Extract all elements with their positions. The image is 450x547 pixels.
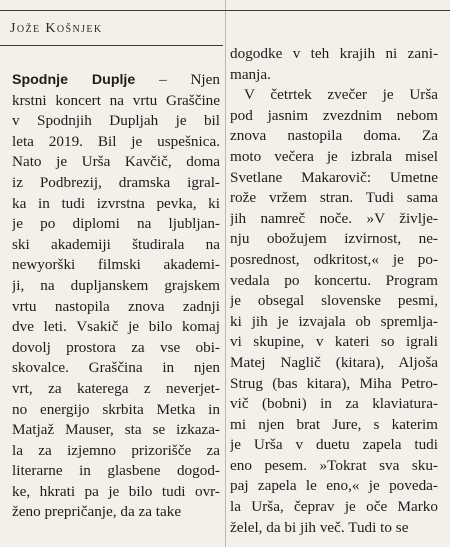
article-line: manja.: [230, 65, 271, 83]
article-line: pod jasnim zvezdnim nebom: [230, 106, 438, 124]
article-line: literarne in glasbene dogod-: [12, 462, 220, 480]
article-line: ji, na dupljanskem grajskem: [12, 276, 220, 294]
article-line: V četrtek zvečer je Urša: [244, 86, 438, 104]
article-line: ski akademiji študirala na: [12, 235, 220, 253]
article-line: newyorški filmski akademi-: [12, 256, 220, 274]
article-line: Spodnje Duplje – Njen: [12, 71, 220, 88]
byline-rule: [0, 45, 223, 46]
article-line: rože vržem stran. Tudi sama: [230, 189, 438, 207]
article-column-right: [230, 44, 438, 538]
article-line: dogodke v teh krajih ni zani-: [230, 45, 438, 62]
article-line: ženo prepričanje, da za take: [12, 503, 182, 521]
article-line: je po diplomi na ljubljan-: [12, 215, 220, 233]
article-line: moto večera je izbrala misel: [230, 147, 438, 165]
article-line: dve leti. Vsakič je bilo komaj: [12, 318, 220, 336]
article-line: posrednost, odkritost,« je po-: [230, 250, 438, 268]
article-column-left: [12, 70, 220, 523]
article-line: je Urša v duetu zapela tudi: [230, 436, 438, 454]
article-line: ke, hkrati pa je bilo tudi ovr-: [12, 482, 220, 500]
article-line: Strug (bas kitara), Miha Petro-: [230, 374, 438, 392]
article-line: vrt, za katerega z neverjet-: [12, 379, 220, 397]
article-line: Matej Naglič (kitara), Aljoša: [230, 353, 438, 371]
article-line: vrtu nastopila znova zadnji: [12, 297, 220, 315]
article-line: Matjaž Mauser, sta se izkaza-: [12, 421, 220, 439]
article-line: leta 2019. Bil je uspešnica.: [12, 132, 220, 150]
article-line: je obsegal slovenske pesmi,: [230, 292, 438, 310]
article-line: v Spodnjih Dupljah je bil: [12, 112, 220, 130]
article-line: mi njen brat Jure, s katerim: [230, 415, 438, 433]
article-line: nju obožujem izvirnost, ne-: [230, 230, 438, 248]
article-line: paj zapela le eno,« je poveda-: [230, 477, 438, 495]
article-line: la za izjemno prizorišče za: [12, 441, 220, 459]
article-line: vi skupine, v kateri so igrali: [230, 333, 438, 351]
article-line: eno pesem. »Tokrat sva sku-: [230, 456, 438, 474]
article-line: krstni koncert na vrtu Graščine: [12, 91, 220, 109]
article-line: znova nastopila doma. Za: [230, 127, 438, 145]
article-line: želel, da bi jih več. Tudi to se: [230, 518, 409, 536]
author-byline: Jože Košnjek: [10, 21, 103, 36]
article-line: no energijo skrbita Metka in: [12, 400, 220, 418]
top-rule: [0, 10, 450, 11]
article-line: iz Podbrezij, dramska igral-: [12, 173, 220, 191]
article-line: vedala po koncertu. Program: [230, 271, 438, 289]
article-line: ki jih je izvajala ob spremlja-: [230, 312, 438, 330]
article-line: Svetlane Makarovič: Umetne: [230, 168, 438, 186]
article-line: la Urša, čeprav je oče Marko: [230, 498, 438, 516]
article-line: ka in tudi izvrstna pevka, ki: [12, 194, 220, 212]
article-line: dovolj prostora za vse obi-: [12, 338, 220, 356]
article-line: Nato je Urša Kavčič, doma: [12, 153, 220, 171]
article-heading: Spodnje Duplje: [12, 72, 136, 88]
article-line: vič (bobni) in za klaviatura-: [230, 395, 438, 413]
column-divider: [225, 0, 226, 547]
article-line: jih namreč noče. »V življe-: [230, 209, 438, 227]
article-line: skovalce. Graščina in njen: [12, 359, 220, 377]
